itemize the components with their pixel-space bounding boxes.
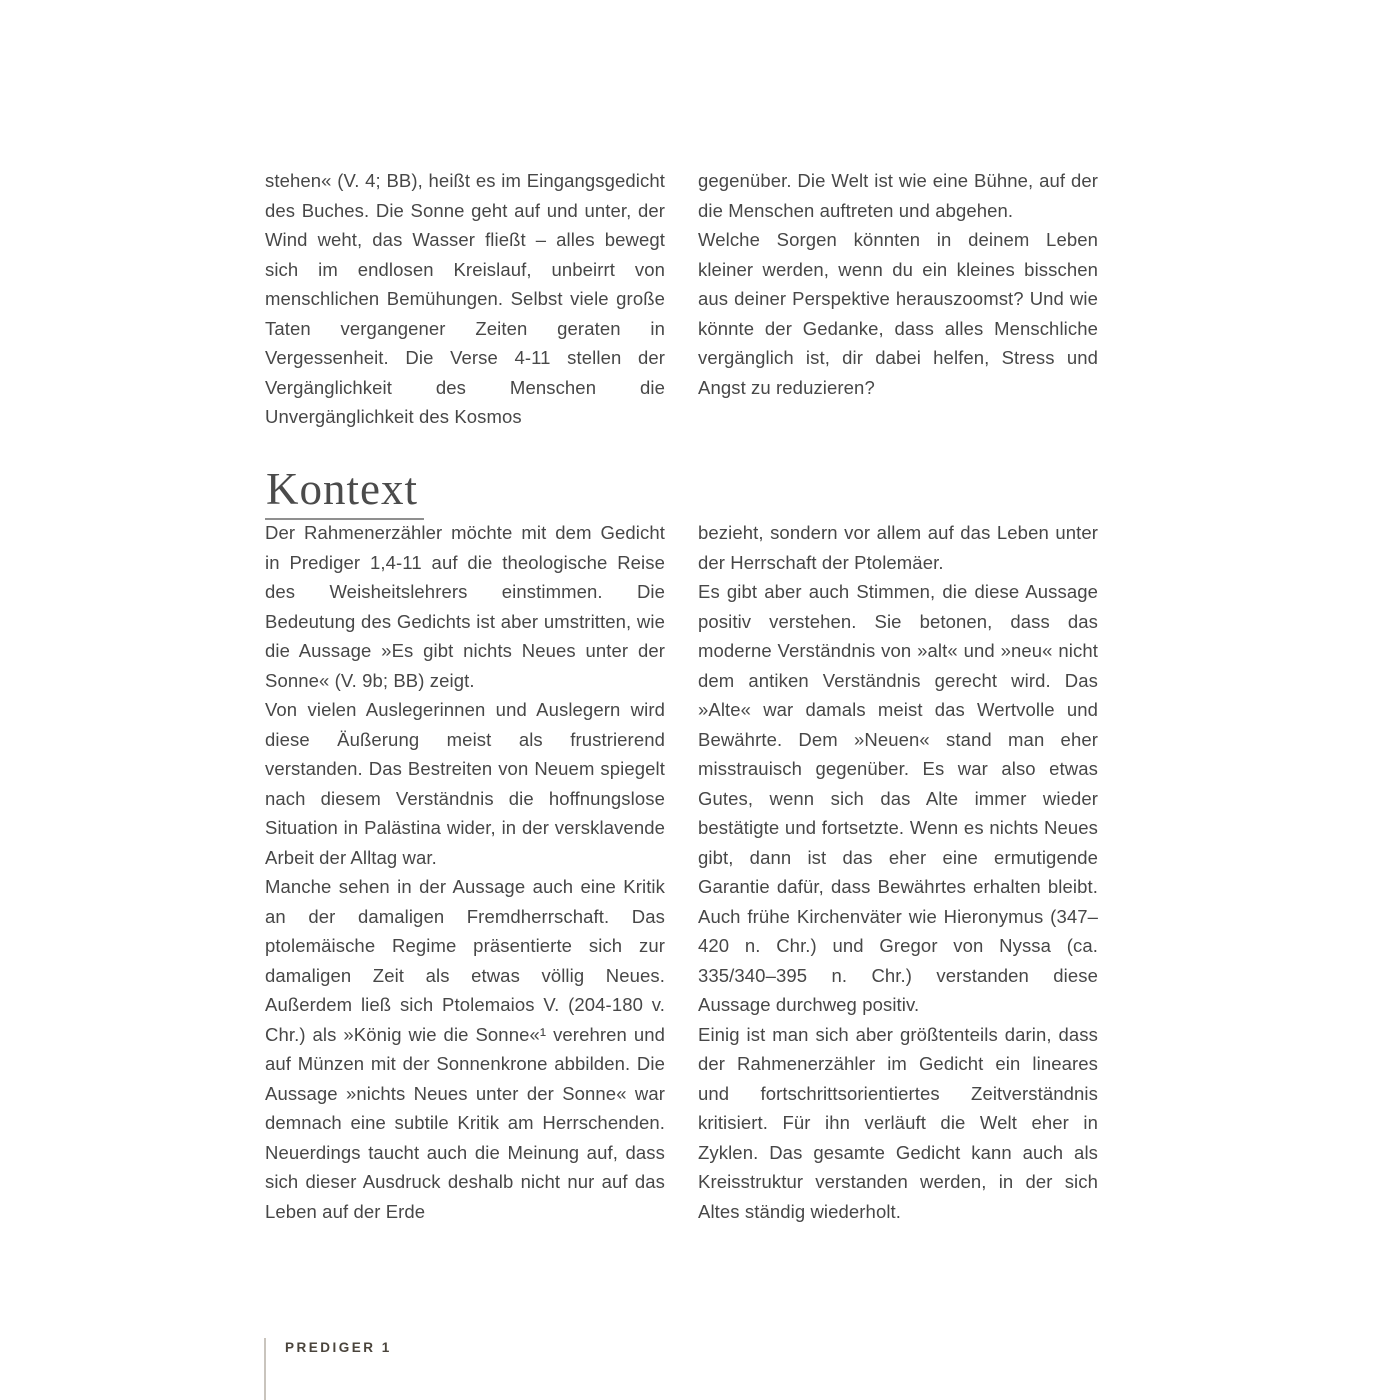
running-footer: PREDIGER 1 [285,1340,392,1355]
paragraph: Einig ist man sich aber größtenteils darin, dass der Rahmenerzähler im Gedicht ein lineares und fortschrittsorientiertes Zeitverständnis kritisiert. Für ihn verläuft die Welt eher in Zyklen. Das gesamte Gedicht kann auch als Kreisstruktur verstanden werden, in der sich Altes ständig wiederholt. [698,1023,1098,1222]
paragraph: Es gibt aber auch Stimmen, die diese Aussage positiv verstehen. Sie betonen, dass das moderne Verständnis von »alt« und »neu« nicht dem antiken Verständnis gerecht wird. Das »Alte« war damals meist das Wertvolle und Bewährte. Dem »Neuen« stand man eher misstrauisch gegenüber. Es war also etwas Gutes, wenn sich das Alte immer wieder bestätigte und fortsetzte. Wenn es nichts Neues gibt, dann ist das eher eine ermutigende Garantie dafür, dass Bewährtes erhalten bleibt. Auch frühe Kirchenväter wie Hieronymus (347–420 n. Chr.) und Gregor von Nyssa (ca. 335/340–395 n. Chr.) verstanden diese Aussage durchweg positiv. [698,581,1098,1015]
paragraph: bezieht, sondern vor allem auf das Leben unter der Herrschaft der Ptolemäer. [698,522,1098,573]
paragraph: stehen« (V. 4; BB), heißt es im Eingangsgedicht des Buches. Die Sonne geht auf und unter, der Wind weht, das Wasser fließt – alles bewegt sich im endlosen Kreislauf, unbeirrt von menschlichen Bemühungen. Selbst viele große Taten vergangener Zeiten geraten in Vergessenheit. Die Verse 4-11 stellen der Vergänglichkeit des Menschen die Unvergänglichkeit des Kosmos [265,170,665,427]
paragraph: Der Rahmenerzähler möchte mit dem Gedicht in Prediger 1,4-11 auf die theologische Reise des Weisheitslehrers einstimmen. Die Bedeutung des Gedichts ist aber umstritten, wie die Aussage »Es gibt nichts Neues unter der Sonne« (V. 9b; BB) zeigt. [265,522,665,691]
paragraph: Manche sehen in der Aussage auch eine Kritik an der damaligen Fremdherrschaft. Das ptolemäische Regime präsentierte sich zur damaligen Zeit als etwas völlig Neues. Außerdem ließ sich Ptolemaios V. (204-180 v. Chr.) als »König wie die Sonne«¹ verehren und auf Münzen mit der Sonnenkrone abbilden. Die Aussage »nichts Neues unter der Sonne« war demnach eine subtile Kritik am Herrschenden. Neuerdings taucht auch die Meinung auf, dass sich dieser Ausdruck deshalb nicht nur auf das Leben auf der Erde [265,876,665,1222]
intro-column-right [698,166,1098,402]
kontext-column-left [265,518,665,1226]
intro-column-left [265,166,665,432]
paragraph: Von vielen Auslegerinnen und Auslegern wird diese Äußerung meist als frustrierend verstanden. Das Bestreiten von Neuem spiegelt nach diesem Verständnis die hoffnungslose Situation in Palästina wider, in der versklavende Arbeit der Alltag war. [265,699,665,868]
paragraph: gegenüber. Die Welt ist wie eine Bühne, auf der die Menschen auftreten und abgehen. [698,170,1098,221]
footer-rule [264,1338,266,1400]
section-heading-kontext: Kontext [265,467,424,520]
kontext-column-right [698,518,1098,1226]
paragraph: Welche Sorgen könnten in deinem Leben kleiner werden, wenn du ein kleines bisschen aus deiner Perspektive herauszoomst? Und wie könnte der Gedanke, dass alles Menschliche vergänglich ist, dir dabei helfen, Stress und Angst zu reduzieren? [698,229,1098,398]
